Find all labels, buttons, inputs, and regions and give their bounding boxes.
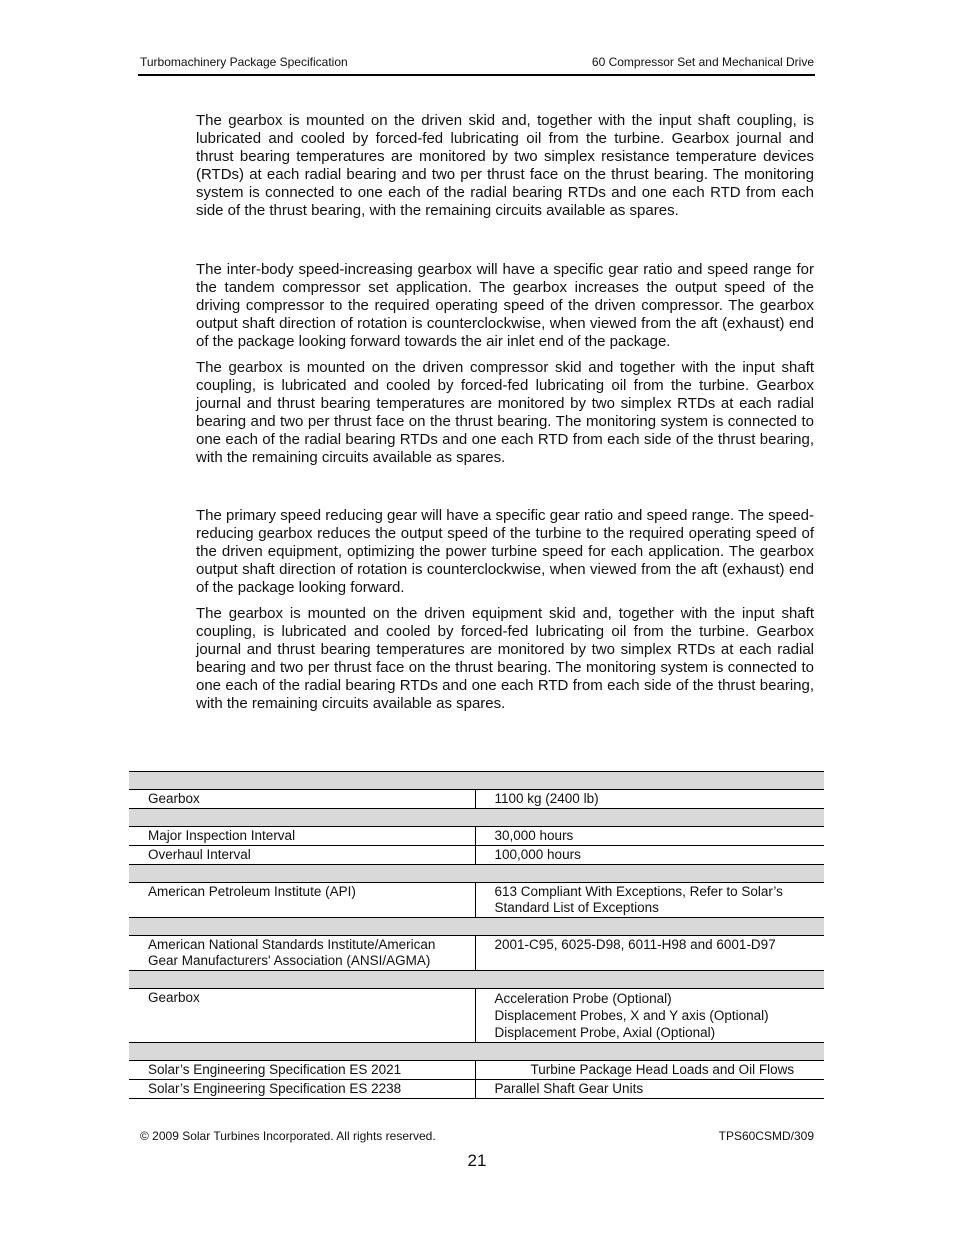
table-row [129,846,824,865]
value-line: Displacement Probes, X and Y axis (Optional) [494,1008,769,1023]
label-line: American National Standards Institute/American [148,937,436,952]
value-line: Displacement Probe, Axial (Optional) [494,1025,716,1040]
table-cell-label: American Petroleum Institute (API) [129,883,475,918]
table-cell-label [129,936,475,971]
table-cell-value: 2001-C95, 6025-D98, 6011-H98 and 6001-D97 [475,936,824,971]
paragraph: The inter-body speed-increasing gearbox will have a specific gear ratio and speed range for the tandem compressor set application. The gearbox increases the output speed of the driving compressor to the required operating speed of the driven compressor. The gearbox output shaft direction of rotation is counterclockwise, when viewed from the aft (exhaust) end of the package looking forward towards the air inlet end of the package. [196,261,814,350]
primary-reduction-gear-section [196,507,814,721]
table-band [129,1043,824,1061]
table-cell-label: Gearbox [129,989,475,1043]
gearbox-mounting-section [196,112,814,228]
paragraph: The gearbox is mounted on the driven equipment skid and, together with the input shaft coupling, is lubricated and cooled by forced-fed lubricating oil from the turbine. Gearbox journal and thrust bearing temperatures are monitored by two simplex RTDs at each radial bearing and two per thrust face on the thrust bearing. The monitoring system is connected to one each of the radial bearing RTDs and one each RTD from each side of the thrust bearing, with the remaining circuits available as spares. [196,605,814,712]
interbody-gearbox-section [196,261,814,475]
table-cell-label: Overhaul Interval [129,846,475,865]
table-row [129,827,824,846]
table-row [129,936,824,971]
table-cell-value: Turbine Package Head Loads and Oil Flows [475,1061,824,1080]
label-line: Gear Manufacturers' Association (ANSI/AGMA) [148,953,431,968]
table-cell-label: Gearbox [129,790,475,809]
table-cell-value: 30,000 hours [475,827,824,846]
header-divider [138,74,815,76]
table-band [129,809,824,827]
table-cell-label: Solar’s Engineering Specification ES 2238 [129,1080,475,1099]
table-band [129,865,824,883]
table-cell-value [475,883,824,918]
document-code: TPS60CSMD/309 [718,1129,814,1143]
table-band [129,772,824,790]
value-line: Standard List of Exceptions [494,900,659,915]
table-row [129,790,824,809]
running-header-title: Turbomachinery Package Specification [140,55,348,69]
table-band [129,918,824,936]
table-cell-label: Major Inspection Interval [129,827,475,846]
paragraph: The primary speed reducing gear will have a specific gear ratio and speed range. The speed-reducing gearbox reduces the output speed of the turbine to the required operating speed of the driven equipment, optimizing the power turbine speed for each application. The gearbox output shaft direction of rotation is counterclockwise, when viewed from the aft (exhaust) end of the package looking forward. [196,507,814,596]
table-row [129,883,824,918]
page-number: 21 [467,1151,487,1170]
table-cell-value: 100,000 hours [475,846,824,865]
table-cell-value: Parallel Shaft Gear Units [475,1080,824,1099]
table-row [129,1061,824,1080]
table-cell-value [475,989,824,1043]
table-row [129,989,824,1043]
table-row [129,1080,824,1099]
table-cell-value: 1100 kg (2400 lb) [475,790,824,809]
value-line: 613 Compliant With Exceptions, Refer to Solar’s [494,884,783,899]
paragraph: The gearbox is mounted on the driven compressor skid and together with the input shaft coupling, is lubricated and cooled by forced-fed lubricating oil from the turbine. Gearbox journal and thrust bearing temperatures are monitored by two simplex RTDs at each radial bearing and two per thrust face on the thrust bearing. The monitoring system is connected to one each of the radial bearing RTDs and one each RTD from each side of the thrust bearing, with the remaining circuits available as spares. [196,359,814,466]
value-line: Acceleration Probe (Optional) [494,991,672,1006]
table-cell-label: Solar’s Engineering Specification ES 2021 [129,1061,475,1080]
table-band [129,971,824,989]
gearbox-specification-table [129,771,824,1099]
paragraph: The gearbox is mounted on the driven skid and, together with the input shaft coupling, is lubricated and cooled by forced-fed lubricating oil from the turbine. Gearbox journal and thrust bearing temperatures are monitored by two simplex resistance temperature devices (RTDs) at each radial bearing and two per thrust face on the thrust bearing. The monitoring system is connected to one each of the radial bearing RTDs and one each RTD from each side of the thrust bearing, with the remaining circuits available as spares. [196,112,814,219]
running-header-section: 60 Compressor Set and Mechanical Drive [591,55,814,69]
copyright-notice: © 2009 Solar Turbines Incorporated. All rights reserved. [140,1129,436,1143]
